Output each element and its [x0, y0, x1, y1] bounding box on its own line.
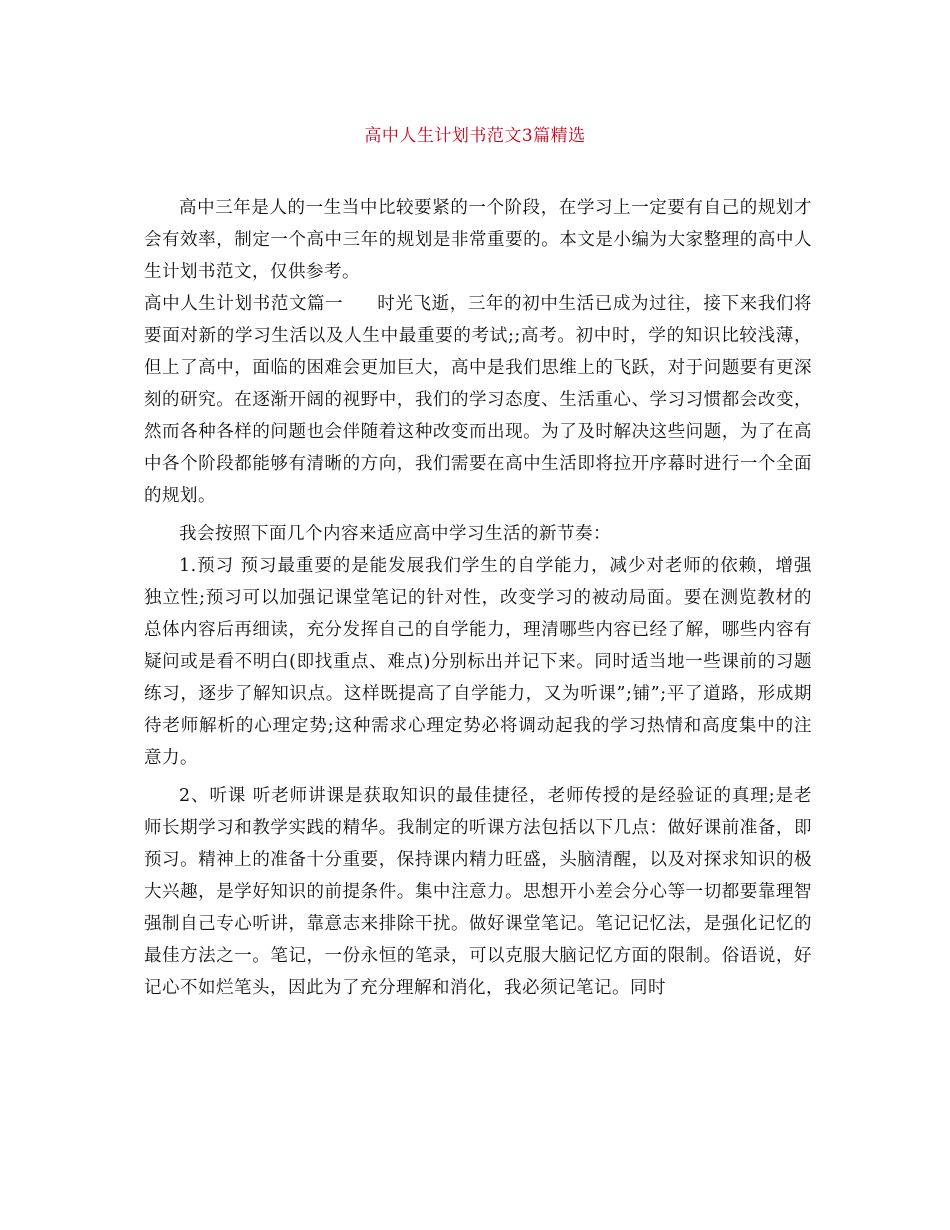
section-one-title: 高中人生计划书范文篇一: [144, 294, 344, 314]
section-one-paragraph: [144, 288, 812, 512]
lead-paragraph: 我会按照下面几个内容来适应高中学习生活的新节奏：: [179, 524, 611, 544]
document-body: [144, 192, 812, 1004]
item-listening-paragraph: 2、听课 听老师讲课是获取知识的最佳捷径，老师传授的是经验证的真理;是老师长期学习和教学实践的精华。我制定的听课方法包括以下几点：做好课前准备，即预习。精神上的准备十分重要，保持课内精力旺盛，头脑清醒，以及对探求知识的极大兴趣，是学好知识的前提条件。集中注意力。思想开小差会分心等一切都要靠理智强制自己专心听讲，靠意志来排除干扰。做好课堂笔记。笔记记忆法，是强化记忆的最佳方法之一。笔记，一份永恒的笔录，可以克服大脑记忆方面的限制。俗语说，好记心不如烂笔头，因此为了充分理解和消化，我必须记笔记。同时: [144, 786, 812, 998]
item-preview-paragraph: 1.预习 预习最重要的是能发展我们学生的自学能力，减少对老师的依赖，增强独立性;预习可以加强记课堂笔记的针对性，改变学习的被动局面。要在测览教材的总体内容后再细读，充分发挥自己的自学能力，理清哪些内容已经了解，哪些内容有疑问或是看不明白(即找重点、难点)分别标出并记下来。同时适当地一些课前的习题练习，逐步了解知识点。这样既提高了自学能力，又为听课”;铺”;平了道路，形成期待老师解析的心理定势;这种需求心理定势必将调动起我的学习热情和高度集中的注意力。: [144, 556, 812, 768]
intro-paragraph: 高中三年是人的一生当中比较要紧的一个阶段，在学习上一定要有自己的规划才会有效率，制定一个高中三年的规划是非常重要的。本文是小编为大家整理的高中人生计划书范文，仅供参考。: [144, 198, 812, 282]
section-one-body: 时光飞逝，三年的初中生活已成为过往，接下来我们将要面对新的学习生活以及人生中最重要的考试;;高考。初中时，学的知识比较浅薄，但上了高中，面临的困难会更加巨大，高中是我们思维上的飞跃，对于问题要有更深刻的研究。在逐渐开阔的视野中，我们的学习态度、生活重心、学习习惯都会改变，然而各种各样的问题也会伴随着这种改变而出现。为了及时解决这些问题，为了在高中各个阶段都能够有清晰的方向，我们需要在高中生活即将拉开序幕时进行一个全面的规划。: [144, 294, 813, 506]
document-title: 高中人生计划书范文3篇精选: [364, 126, 586, 146]
